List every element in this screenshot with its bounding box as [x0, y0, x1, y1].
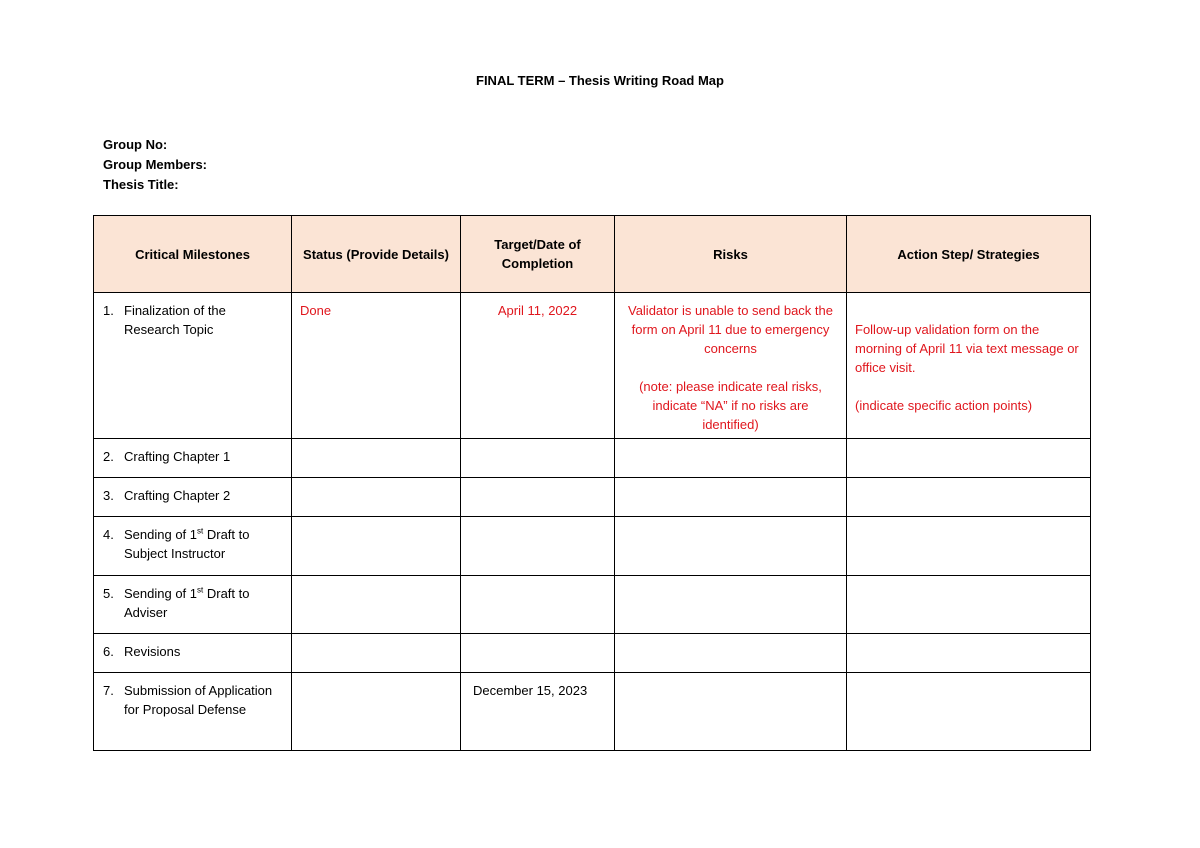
action-cell[interactable] [847, 293, 1091, 439]
action-cell[interactable] [847, 517, 1091, 576]
page-title: FINAL TERM – Thesis Writing Road Map [476, 73, 724, 88]
header-status: Status (Provide Details) [292, 216, 461, 293]
milestone-number: 5. [103, 586, 114, 601]
risks-cell[interactable] [615, 673, 847, 751]
table-row [94, 517, 1091, 576]
status-cell[interactable] [292, 478, 461, 517]
action-note: (indicate specific action points) [855, 398, 1033, 413]
table-row [94, 478, 1091, 517]
action-cell[interactable] [847, 673, 1091, 751]
milestone-cell [94, 478, 292, 517]
milestone-cell [94, 439, 292, 478]
action-cell[interactable] [847, 439, 1091, 478]
status-cell[interactable] [292, 634, 461, 673]
milestone-number: 7. [103, 683, 114, 698]
action-cell[interactable] [847, 576, 1091, 634]
table-row [94, 439, 1091, 478]
milestone-text: Sending of 1st Draft to Subject Instructor [124, 526, 250, 561]
milestone-number: 3. [103, 488, 114, 503]
target-text: December 15, 2023 [473, 683, 588, 698]
milestone-text: Crafting Chapter 2 [124, 488, 231, 503]
risks-note: (note: please indicate real risks, indicate “NA” if no risks are identified) [639, 379, 822, 432]
risks-text: Validator is unable to send back the form on April 11 due to emergency concerns [627, 303, 833, 356]
header-action-steps: Action Step/ Strategies [847, 216, 1091, 293]
milestone-text: Revisions [124, 644, 181, 659]
table-row [94, 293, 1091, 439]
status-cell[interactable] [292, 293, 461, 439]
milestone-number: 1. [103, 303, 114, 318]
action-cell[interactable] [847, 478, 1091, 517]
risks-cell[interactable] [615, 576, 847, 634]
risks-cell[interactable] [615, 293, 847, 439]
target-cell[interactable] [461, 478, 615, 517]
milestone-cell [94, 673, 292, 751]
target-cell[interactable] [461, 439, 615, 478]
milestone-number: 4. [103, 527, 114, 542]
milestone-text: Finalization of the Research Topic [124, 303, 226, 337]
table-row [94, 673, 1091, 751]
status-cell[interactable] [292, 439, 461, 478]
milestone-cell [94, 576, 292, 634]
target-cell[interactable] [461, 293, 615, 439]
milestone-cell [94, 293, 292, 439]
table-row [94, 576, 1091, 634]
target-cell[interactable] [461, 517, 615, 576]
action-text: Follow-up validation form on the morning of April 11 via text message or office visit. [855, 322, 1079, 375]
header-target-date: Target/Date of Completion [461, 216, 615, 293]
milestone-cell [94, 634, 292, 673]
risks-cell[interactable] [615, 517, 847, 576]
thesis-title-label: Thesis Title: [103, 177, 179, 192]
target-cell[interactable] [461, 634, 615, 673]
risks-cell[interactable] [615, 634, 847, 673]
group-members-label: Group Members: [103, 157, 208, 172]
risks-cell[interactable] [615, 439, 847, 478]
status-cell[interactable] [292, 673, 461, 751]
milestone-number: 2. [103, 449, 114, 464]
roadmap-table [93, 215, 1091, 751]
target-cell[interactable] [461, 576, 615, 634]
status-cell[interactable] [292, 576, 461, 634]
status-cell[interactable] [292, 517, 461, 576]
group-info [103, 135, 207, 195]
action-cell[interactable] [847, 634, 1091, 673]
table-header-row [94, 216, 1091, 293]
milestone-text: Submission of Application for Proposal Defense [124, 683, 273, 717]
header-critical-milestones: Critical Milestones [94, 216, 292, 293]
risks-cell[interactable] [615, 478, 847, 517]
milestone-text: Sending of 1st Draft to Adviser [124, 585, 250, 620]
group-no-label: Group No: [103, 137, 168, 152]
target-text: April 11, 2022 [497, 303, 578, 318]
header-risks: Risks [615, 216, 847, 293]
milestone-cell [94, 517, 292, 576]
milestone-text: Crafting Chapter 1 [124, 449, 231, 464]
milestone-number: 6. [103, 644, 114, 659]
status-text: Done [300, 303, 332, 318]
target-cell[interactable] [461, 673, 615, 751]
table-row [94, 634, 1091, 673]
